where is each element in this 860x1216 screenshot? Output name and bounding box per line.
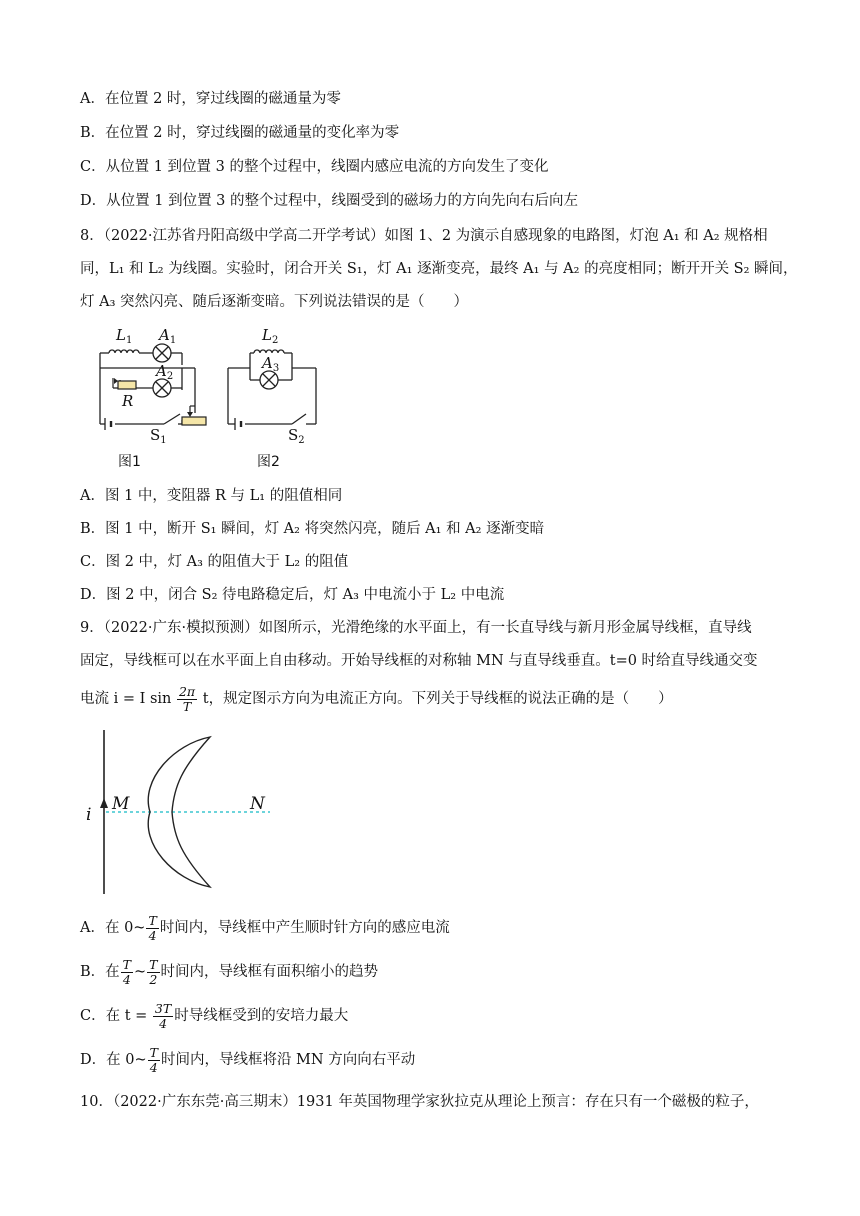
q8-stem-line2: 同，L₁ 和 L₂ 为线圈。实验时，闭合开关 S₁，灯 A₁ 逐渐变亮，最终 A₁ 与 A₂ 的亮度相同；断开开关 S₂ 瞬间，	[80, 261, 798, 277]
q8-stem-line3: 灯 A₃ 突然闪亮、随后逐渐变暗。下列说法错误的是（ ）	[80, 294, 469, 310]
svg-text:S2: $S_2$	[288, 426, 305, 445]
svg-text:A2: $A_2$	[156, 362, 174, 382]
q9-option-b: B．在 $\frac{T}{4}$ ~ $\frac{T}{2}$ 时间内，导线框有面积缩小的趋势	[80, 956, 378, 987]
svg-text:M: M	[112, 794, 130, 814]
svg-text:i: i	[86, 805, 92, 825]
q10-stem-line1: 10．（2022·广东东莞·高三期末）1931 年英国物理学家狄拉克从理论上预言：存在只有一个磁极的粒子，	[80, 1094, 759, 1110]
q9-option-c: C．在 t = $\frac{3T}{4}$ 时导线框受到的安培力最大	[80, 1000, 349, 1031]
q9-stem-line2: 固定，导线框可以在水平面上自由移动。开始导线框的对称轴 MN 与直导线垂直。t=0 时给直导线通交变	[80, 653, 758, 669]
q9-option-d: D．在 0~ $\frac{T}{4}$ 时间内，导线框将沿 MN 方向向右平动	[80, 1044, 416, 1075]
q9-stem-line1: 9．（2022·广东·模拟预测）如图所示，光滑绝缘的水平面上，有一长直导线与新月形金属导线框，直导线	[80, 620, 752, 636]
q9-formula-fraction: $\frac{2\pi}{T}$	[178, 683, 196, 714]
q7-option-a: A．在位置 2 时，穿过线圈的磁通量为零	[80, 91, 341, 107]
svg-text:N: N	[250, 794, 265, 814]
q9-stem-line3: 电流 i = I sin $\frac{2\pi}{T}$ t，规定图示方向为电流正方向。下列关于导线框的说法正确的是（ ）	[80, 683, 673, 714]
q9-option-a: A．在 0~ $\frac{T}{4}$ 时间内，导线框中产生顺时针方向的感应电流	[80, 912, 450, 943]
q7-option-d: D．从位置 1 到位置 3 的整个过程中，线圈受到的磁场力的方向先向右后向左	[80, 193, 579, 209]
svg-text:S1: $S_1$	[150, 426, 167, 445]
q8-figure1-circuit	[78, 320, 218, 445]
q8-option-b: B．图 1 中，断开 S₁ 瞬间，灯 A₂ 将突然闪亮，随后 A₁ 和 A₂ 逐渐变暗	[80, 521, 545, 537]
q8-figure2-caption: 图2	[257, 454, 280, 470]
q8-option-c: C．图 2 中，灯 A₃ 的阻值大于 L₂ 的阻值	[80, 554, 349, 570]
svg-text:A3: $A_3$	[262, 354, 280, 374]
svg-text:L1: $L_1$	[116, 326, 133, 346]
q9-figure-wire-and-crescent	[82, 728, 282, 898]
q8-option-a: A．图 1 中，变阻器 R 与 L₁ 的阻值相同	[80, 488, 343, 504]
q8-figure2-circuit	[220, 320, 330, 445]
svg-text:A1: $A_1$	[159, 326, 177, 346]
q8-stem-line1: 8．（2022·江苏省丹阳高级中学高二开学考试）如图 1、2 为演示自感现象的电路图，灯泡 A₁ 和 A₂ 规格相	[80, 228, 768, 244]
q7-option-c: C．从位置 1 到位置 3 的整个过程中，线圈内感应电流的方向发生了变化	[80, 159, 549, 175]
svg-text:L2: $L_2$	[262, 326, 279, 346]
q8-option-d: D．图 2 中，闭合 S₂ 待电路稳定后，灯 A₃ 中电流小于 L₂ 中电流	[80, 587, 505, 603]
q8-figure1-caption: 图1	[118, 454, 141, 470]
svg-text:R: R	[122, 392, 134, 410]
q7-option-b: B．在位置 2 时，穿过线圈的磁通量的变化率为零	[80, 125, 400, 141]
